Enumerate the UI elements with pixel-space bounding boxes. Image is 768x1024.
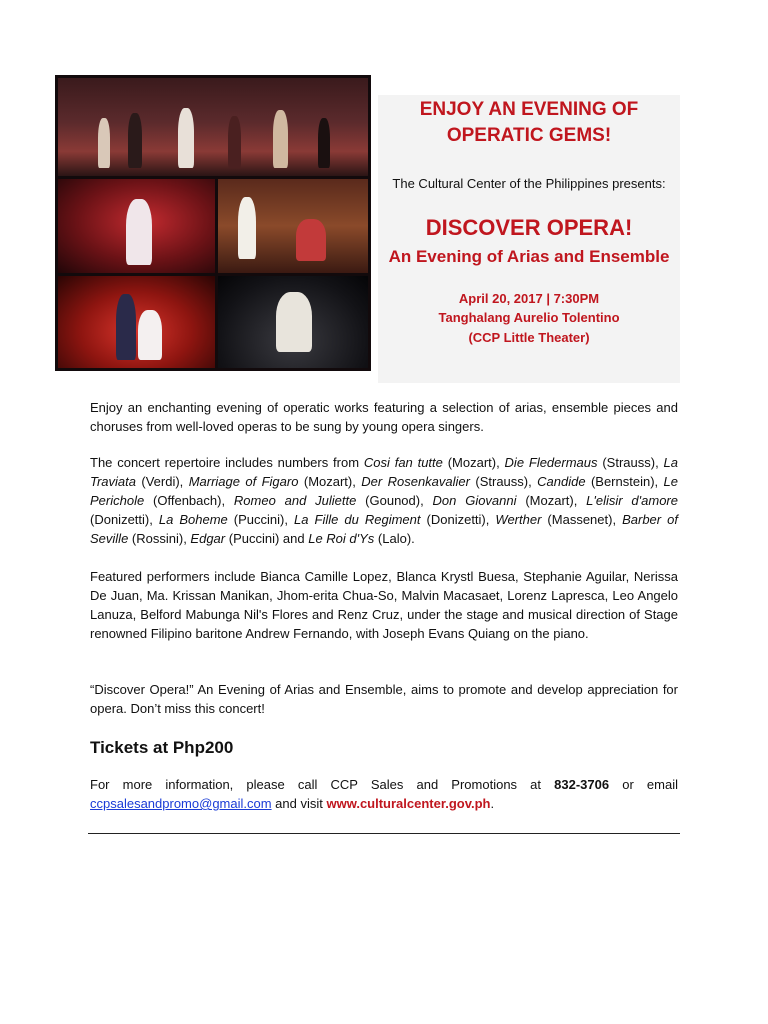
opera-composer: (Rossini),	[128, 531, 191, 546]
opera-composer: (Strauss),	[597, 455, 664, 470]
event-header	[378, 95, 680, 383]
presenter-text: The Cultural Center of the Philippines presents:	[392, 176, 666, 191]
opera-title: La Fille du Regiment	[294, 512, 421, 527]
contact-tail: and visit	[271, 796, 327, 811]
opera-composer: (Massenet),	[541, 512, 623, 527]
stage-scene-duet-photo	[218, 179, 368, 273]
repertoire-lead: The concert repertoire includes numbers from	[90, 455, 364, 470]
event-venue-note: (CCP Little Theater)	[468, 330, 590, 345]
opera-composer: (Donizetti),	[90, 512, 159, 527]
stage-scene-soprano-photo	[58, 179, 215, 273]
opera-composer: (Verdi),	[136, 474, 189, 489]
opera-composer: (Puccini) and	[225, 531, 309, 546]
contact-phone: 832-3706	[554, 777, 610, 792]
opera-composer: (Lalo).	[374, 531, 415, 546]
event-subtitle: An Evening of Arias and Ensemble	[388, 247, 670, 266]
closing-paragraph: “Discover Opera!” An Evening of Arias and Ensemble, aims to promote and develop appreciation for opera. Don’t miss this concert!	[90, 682, 678, 716]
headline-line1: ENJOY AN EVENING OF	[419, 99, 639, 120]
opera-title: Marriage of Figaro	[188, 474, 299, 489]
tickets-price: Tickets at Php200	[90, 738, 234, 757]
event-venue: Tanghalang Aurelio Tolentino	[438, 310, 620, 325]
opera-title: Candide	[537, 474, 586, 489]
opera-title: Romeo and Juliette	[233, 493, 357, 508]
opera-title: Der Rosenkavalier	[361, 474, 470, 489]
opera-title: La Boheme	[158, 512, 228, 527]
opera-title: Werther	[495, 512, 542, 527]
contact-mid: or email	[609, 777, 678, 792]
opera-title: Le Roi d'Ys	[308, 531, 375, 546]
opera-title: Edgar	[190, 531, 226, 546]
stage-scene-lovers-photo	[58, 276, 215, 368]
opera-title: Le Perichole	[90, 474, 679, 508]
bottom-divider	[88, 833, 680, 834]
opera-composer: (Gounod),	[356, 493, 433, 508]
opera-photo-collage	[55, 75, 371, 371]
opera-title: Cosi fan tutte	[363, 455, 443, 470]
stage-scene-solo-photo	[218, 276, 368, 368]
opera-composer: (Mozart),	[516, 493, 587, 508]
opera-composer: (Bernstein),	[585, 474, 664, 489]
opera-composer: (Mozart),	[298, 474, 362, 489]
opera-composer: (Strauss),	[469, 474, 538, 489]
opera-composer: (Puccini),	[227, 512, 295, 527]
contact-end: .	[490, 796, 495, 811]
event-title: DISCOVER OPERA!	[425, 215, 633, 240]
opera-composer: (Offenbach),	[144, 493, 234, 508]
opera-title: La Traviata	[90, 455, 678, 489]
email-link[interactable]: ccpsalesandpromo@gmail.com	[90, 796, 272, 811]
opera-title: Barber of Seville	[90, 512, 678, 546]
opera-composer: (Mozart),	[442, 455, 505, 470]
headline-line2: OPERATIC GEMS!	[446, 125, 612, 146]
website-link[interactable]: www.culturalcenter.gov.ph	[326, 796, 491, 811]
intro-paragraph: Enjoy an enchanting evening of operatic works featuring a selection of arias, ensemble pieces and choruses from well-loved operas to be sung by young opera singers.	[90, 400, 678, 434]
contact-lead: For more information, please call CCP Sales and Promotions at	[90, 777, 555, 792]
opera-title: L'elisir d'amore	[586, 493, 678, 508]
opera-composer: (Donizetti),	[420, 512, 496, 527]
opera-title: Don Giovanni	[432, 493, 517, 508]
stage-scene-ensemble-photo	[58, 78, 368, 176]
event-date-time: April 20, 2017 | 7:30PM	[458, 291, 600, 306]
repertoire-paragraph	[90, 453, 678, 548]
opera-title: Die Fledermaus	[504, 455, 598, 470]
performers-paragraph: Featured performers include Bianca Camille Lopez, Blanca Krystl Buesa, Stephanie Aguilar, Nerissa De Juan, Ma. Krissan Manikan, Jhom-erita Chua-So, Malvin Macasaet, Lorenz Lapresca, Leo Angelo Lanuza, Belford Mabunga Nil's Flores and Renz Cruz, under the stage and musical direction of Stage renowned Filipino baritone Andrew Fernando, with Joseph Evans Quiang on the piano.	[90, 569, 678, 641]
contact-paragraph	[90, 775, 678, 813]
